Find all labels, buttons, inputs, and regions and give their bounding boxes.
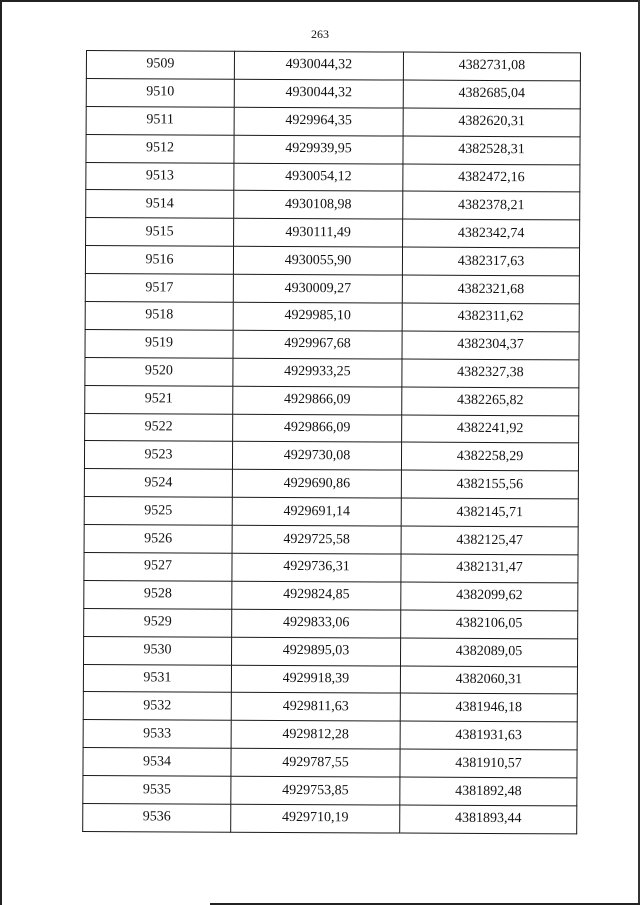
point-number-cell: 9518 — [85, 302, 233, 331]
x-coordinate-cell: 4929939,95 — [234, 135, 403, 164]
x-coordinate-cell: 4929811,63 — [231, 693, 400, 722]
table-row — [86, 78, 580, 108]
table-row — [84, 608, 578, 638]
point-number-cell: 9528 — [84, 580, 232, 609]
point-number-cell: 9525 — [84, 497, 232, 526]
table-row — [86, 218, 580, 248]
y-coordinate-cell: 4382155,56 — [401, 470, 578, 499]
y-coordinate-cell: 4381946,18 — [400, 694, 577, 723]
x-coordinate-cell: 4929725,58 — [232, 525, 401, 554]
y-coordinate-cell: 4382378,21 — [403, 192, 580, 221]
x-coordinate-cell: 4930044,32 — [234, 79, 403, 108]
x-coordinate-cell: 4929787,55 — [231, 748, 400, 777]
point-number-cell: 9512 — [86, 134, 234, 163]
x-coordinate-cell: 4929933,25 — [233, 358, 402, 387]
y-coordinate-cell: 4382311,62 — [402, 303, 579, 332]
y-coordinate-cell: 4382131,47 — [401, 554, 578, 583]
y-coordinate-cell: 4382304,37 — [402, 331, 579, 360]
table-row — [84, 525, 578, 555]
x-coordinate-cell: 4929918,39 — [231, 665, 400, 694]
x-coordinate-cell: 4929690,86 — [232, 470, 401, 499]
point-number-cell: 9536 — [83, 804, 231, 833]
y-coordinate-cell: 4382321,68 — [402, 275, 579, 304]
y-coordinate-cell: 4382317,63 — [402, 247, 579, 276]
point-number-cell: 9524 — [84, 469, 232, 498]
x-coordinate-cell: 4929985,10 — [233, 302, 402, 331]
x-coordinate-cell: 4930009,27 — [233, 274, 402, 303]
point-number-cell: 9535 — [83, 776, 231, 805]
table-row — [85, 385, 579, 415]
x-coordinate-cell: 4930108,98 — [234, 191, 403, 220]
table-row — [85, 274, 579, 304]
y-coordinate-cell: 4382327,38 — [402, 359, 579, 388]
point-number-cell: 9533 — [83, 720, 231, 749]
page-number: 263 — [311, 27, 329, 41]
x-coordinate-cell: 4929753,85 — [231, 776, 400, 805]
y-coordinate-cell: 4382241,92 — [402, 415, 579, 444]
x-coordinate-cell: 4929967,68 — [233, 330, 402, 359]
y-coordinate-cell: 4382472,16 — [403, 164, 580, 193]
table-row — [85, 357, 579, 387]
y-coordinate-cell: 4382125,47 — [401, 526, 578, 555]
x-coordinate-cell: 4929895,03 — [231, 637, 400, 666]
y-coordinate-cell: 4382265,82 — [402, 387, 579, 416]
point-number-cell: 9522 — [85, 413, 233, 442]
table-row — [84, 497, 578, 527]
point-number-cell: 9517 — [85, 274, 233, 303]
x-coordinate-cell: 4929691,14 — [232, 497, 401, 526]
table-row — [86, 51, 580, 81]
y-coordinate-cell: 4382089,05 — [400, 638, 577, 667]
point-number-cell: 9521 — [85, 385, 233, 414]
point-number-cell: 9534 — [83, 748, 231, 777]
table-row — [86, 162, 580, 192]
x-coordinate-cell: 4929833,06 — [232, 609, 401, 638]
y-coordinate-cell: 4382342,74 — [403, 219, 580, 248]
point-number-cell: 9509 — [86, 51, 234, 80]
y-coordinate-cell: 4382731,08 — [403, 52, 580, 81]
table-row — [83, 720, 577, 750]
table-row — [86, 134, 580, 164]
x-coordinate-cell: 4930044,32 — [234, 51, 403, 80]
point-number-cell: 9510 — [86, 78, 234, 107]
y-coordinate-cell: 4382106,05 — [401, 610, 578, 639]
table-row — [83, 748, 577, 778]
x-coordinate-cell: 4929866,09 — [233, 386, 402, 415]
table-row — [84, 553, 578, 583]
point-number-cell: 9529 — [84, 608, 232, 637]
x-coordinate-cell: 4930055,90 — [233, 246, 402, 275]
table-row — [84, 580, 578, 610]
point-number-cell: 9513 — [86, 162, 234, 191]
x-coordinate-cell: 4930054,12 — [234, 163, 403, 192]
point-number-cell: 9526 — [84, 525, 232, 554]
table-row — [85, 302, 579, 332]
y-coordinate-cell: 4382099,62 — [401, 582, 578, 611]
point-number-cell: 9523 — [84, 441, 232, 470]
point-number-cell: 9520 — [85, 357, 233, 386]
y-coordinate-cell: 4381892,48 — [400, 777, 577, 806]
table-row — [83, 636, 577, 666]
table-row — [86, 106, 580, 136]
point-number-cell: 9527 — [84, 553, 232, 582]
point-number-cell: 9511 — [86, 106, 234, 135]
point-number-cell: 9532 — [83, 692, 231, 721]
y-coordinate-cell: 4381893,44 — [400, 805, 577, 834]
table-row — [83, 664, 577, 694]
point-number-cell: 9516 — [85, 246, 233, 275]
point-number-cell: 9531 — [83, 664, 231, 693]
x-coordinate-cell: 4929824,85 — [232, 581, 401, 610]
table-row — [83, 804, 577, 834]
point-number-cell: 9519 — [85, 329, 233, 358]
y-coordinate-cell: 4382528,31 — [403, 136, 580, 165]
point-number-cell: 9530 — [83, 636, 231, 665]
y-coordinate-cell: 4382620,31 — [403, 108, 580, 137]
x-coordinate-cell: 4929964,35 — [234, 107, 403, 136]
table-row — [86, 190, 580, 220]
y-coordinate-cell: 4382258,29 — [401, 443, 578, 472]
x-coordinate-cell: 4929812,28 — [231, 721, 400, 750]
x-coordinate-cell: 4930111,49 — [234, 219, 403, 248]
y-coordinate-cell: 4381931,63 — [400, 721, 577, 750]
point-number-cell: 9514 — [86, 190, 234, 219]
x-coordinate-cell: 4929710,19 — [231, 804, 400, 833]
scan-edge-left — [0, 0, 2, 905]
table-row — [85, 329, 579, 359]
scan-edge-top — [0, 0, 640, 2]
table-row — [84, 469, 578, 499]
table-row — [83, 776, 577, 806]
point-number-cell: 9515 — [86, 218, 234, 247]
y-coordinate-cell: 4382685,04 — [403, 80, 580, 109]
x-coordinate-cell: 4929736,31 — [232, 553, 401, 582]
y-coordinate-cell: 4382060,31 — [400, 666, 577, 695]
y-coordinate-cell: 4382145,71 — [401, 498, 578, 527]
y-coordinate-cell: 4381910,57 — [400, 749, 577, 778]
table-row — [85, 246, 579, 276]
x-coordinate-cell: 4929866,09 — [233, 414, 402, 443]
table-row — [85, 413, 579, 443]
coordinates-table-body — [83, 51, 581, 834]
x-coordinate-cell: 4929730,08 — [232, 442, 401, 471]
table-row — [83, 692, 577, 722]
coordinates-table — [82, 50, 581, 834]
table-row — [84, 441, 578, 471]
